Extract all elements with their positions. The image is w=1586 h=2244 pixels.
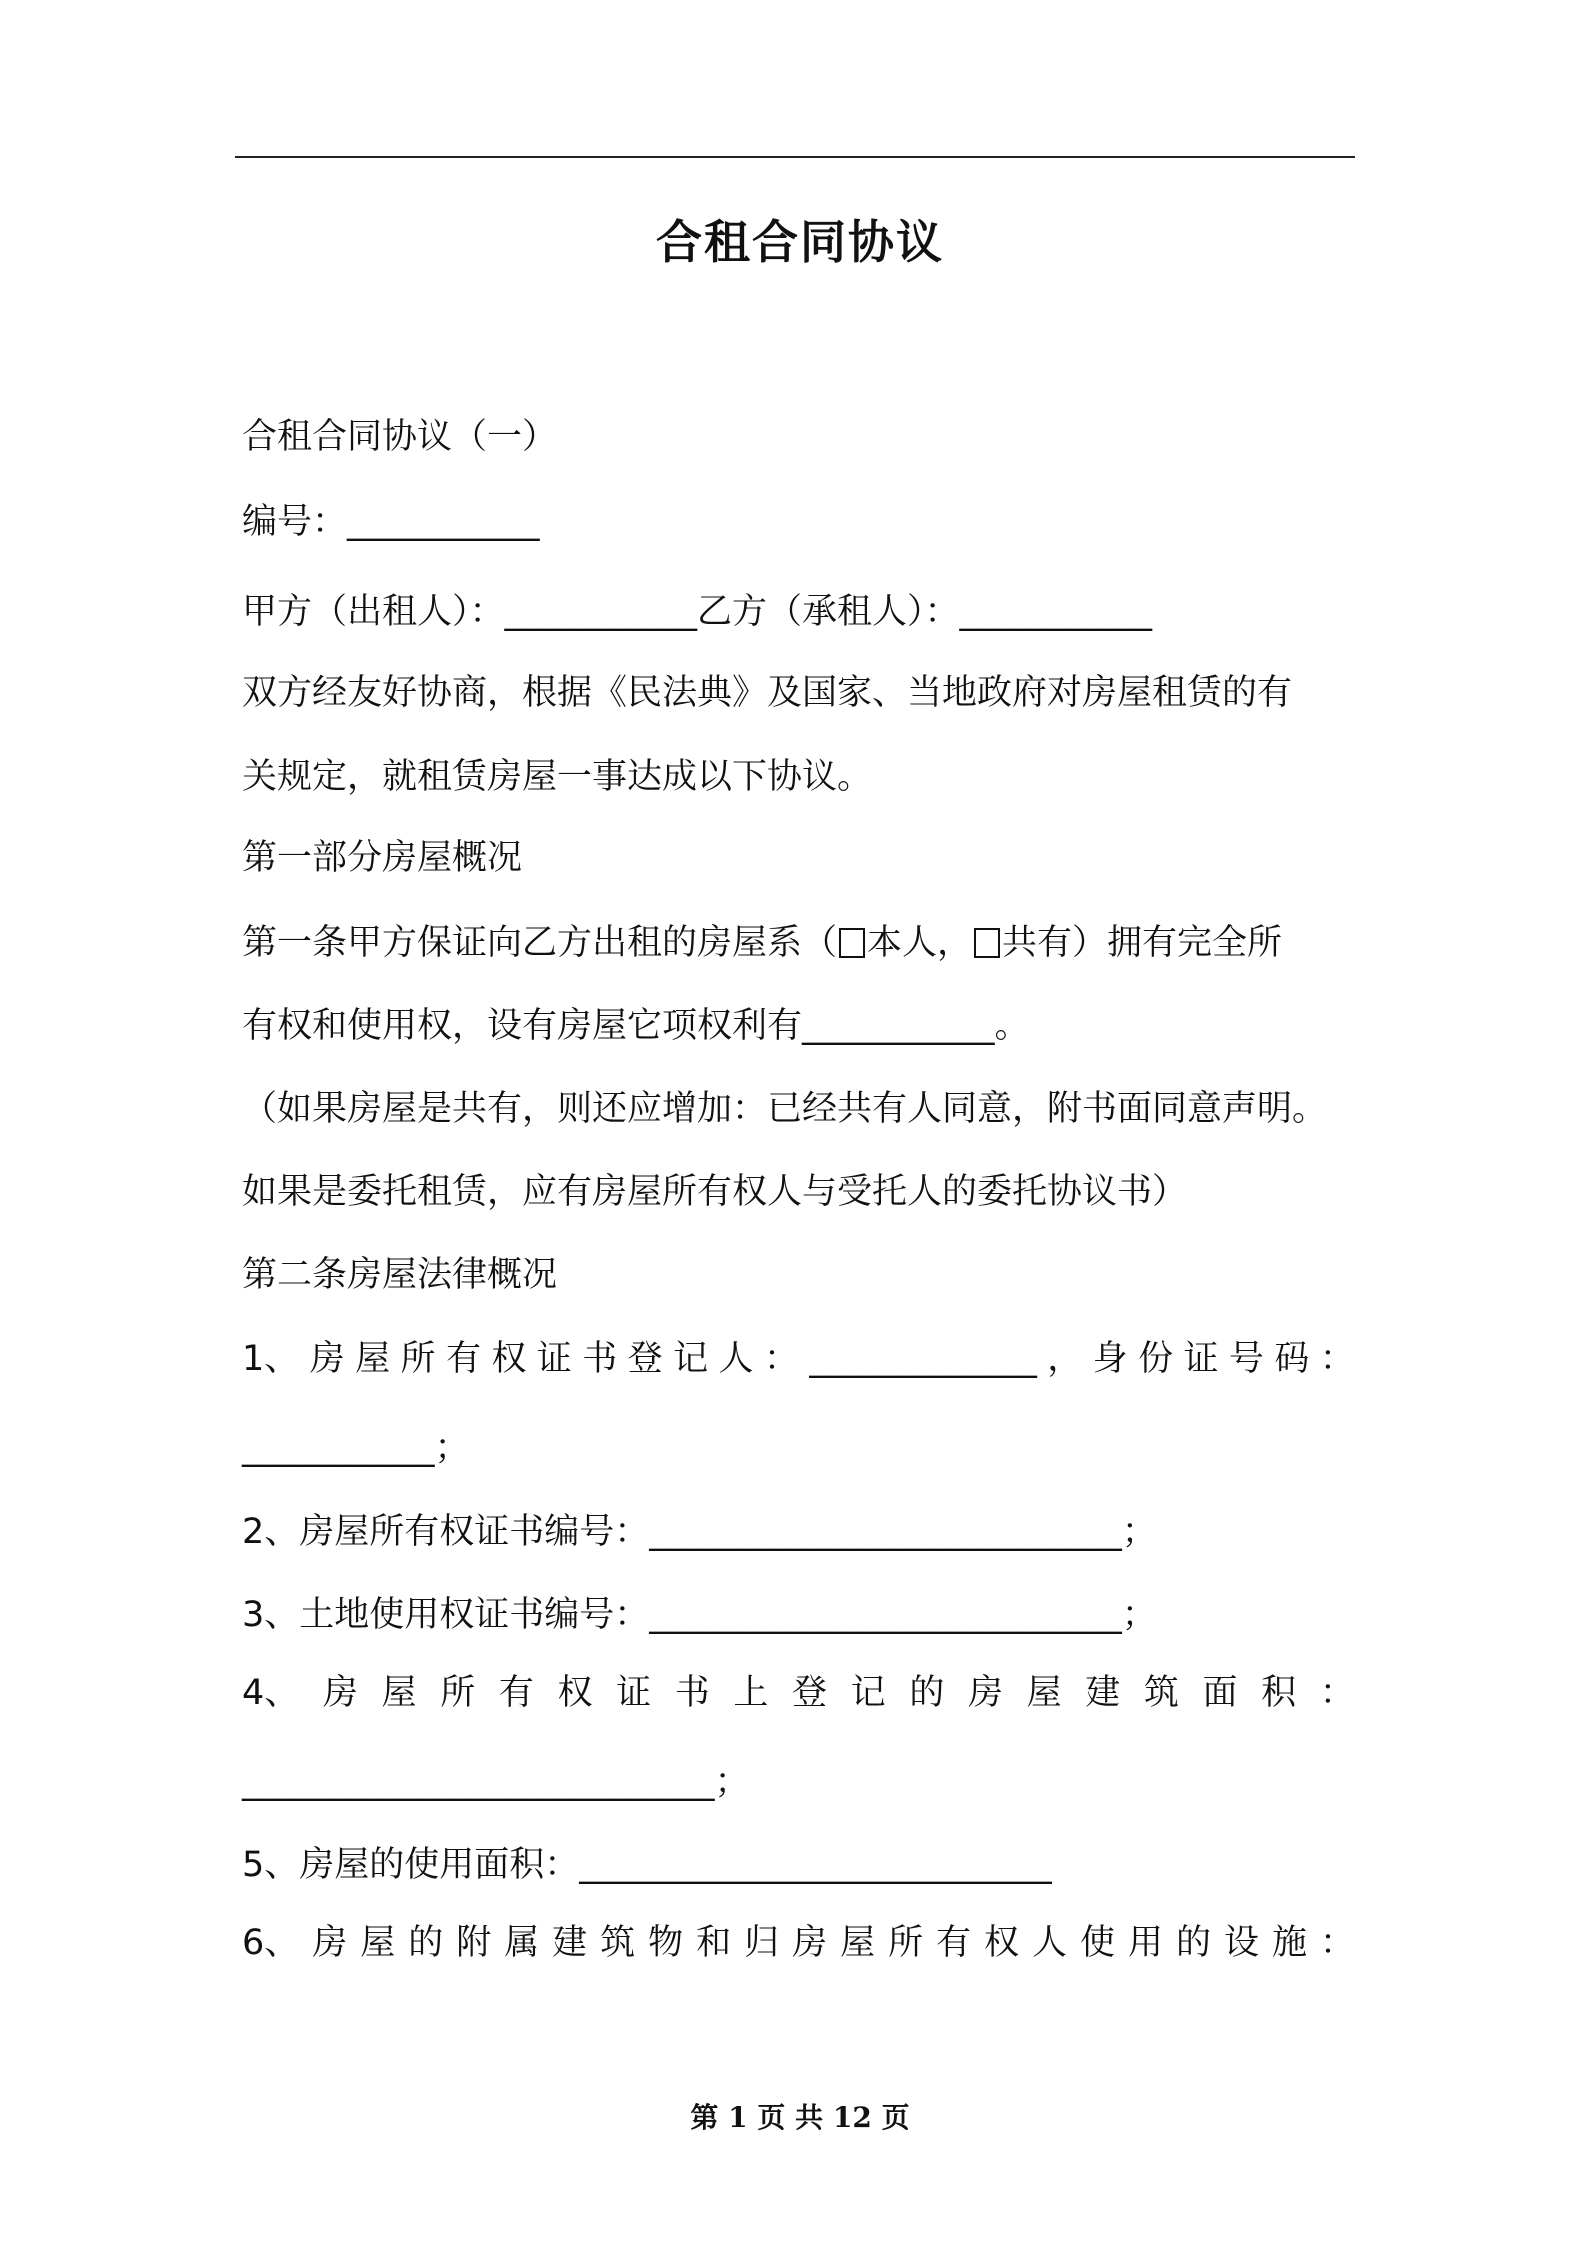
justified-segment: 用 xyxy=(1127,1923,1163,1963)
justified-segment: 所 xyxy=(888,1923,924,1963)
parties-line: 甲方（出租人）：___________乙方（承租人）：___________ xyxy=(242,592,1153,632)
justified-segment: 屋 xyxy=(381,1673,417,1713)
justified-segment: 屋 xyxy=(1026,1673,1062,1713)
justified-segment: ， xyxy=(1047,1339,1083,1379)
justified-segment: 屋 xyxy=(360,1923,396,1963)
justified-segment: _____________ xyxy=(809,1339,1037,1379)
justified-segment: 有 xyxy=(445,1339,481,1379)
justified-segment: 属 xyxy=(504,1923,540,1963)
justified-segment: 人 xyxy=(718,1339,754,1379)
justified-segment: 的 xyxy=(408,1923,444,1963)
justified-segment: 权 xyxy=(491,1339,527,1379)
justified-segment: 房 xyxy=(312,1923,348,1963)
justified-segment: 有 xyxy=(936,1923,972,1963)
justified-segment: 人 xyxy=(1032,1923,1068,1963)
item-6-line xyxy=(242,1918,1355,1968)
justified-segment: 房 xyxy=(322,1673,358,1713)
justified-segment: 登 xyxy=(627,1339,663,1379)
justified-segment: 身 xyxy=(1092,1339,1128,1379)
justified-segment: 4、 xyxy=(242,1673,300,1713)
justified-segment: 份 xyxy=(1138,1339,1174,1379)
justified-segment: 建 xyxy=(552,1923,588,1963)
article-two-heading: 第二条房屋法律概况 xyxy=(242,1255,558,1295)
checkbox-shared[interactable] xyxy=(974,928,1000,958)
item-1-continuation: ___________； xyxy=(242,1428,470,1468)
justified-segment: ： xyxy=(1319,1339,1355,1379)
justified-segment: 上 xyxy=(733,1673,769,1713)
item-5-line: 5、房屋的使用面积：___________________________ xyxy=(242,1845,1052,1885)
justified-segment: ： xyxy=(1319,1673,1355,1713)
item-4-continuation: ___________________________； xyxy=(242,1762,750,1802)
justified-segment: 屋 xyxy=(840,1923,876,1963)
justified-segment: 和 xyxy=(696,1923,732,1963)
justified-segment: 权 xyxy=(557,1673,593,1713)
justified-segment: 书 xyxy=(674,1673,710,1713)
option-self-label: 本人， xyxy=(867,923,973,963)
subtitle-line: 合租合同协议（一） xyxy=(242,417,558,457)
preamble-line-2: 关规定，就租赁房屋一事达成以下协议。 xyxy=(242,757,873,797)
justified-segment: 附 xyxy=(456,1923,492,1963)
justified-segment: 设 xyxy=(1223,1923,1259,1963)
note-line-1: （如果房屋是共有，则还应增加：已经共有人同意，附书面同意声明。 xyxy=(242,1089,1328,1129)
justified-segment: 物 xyxy=(648,1923,684,1963)
item-3-line: 3、土地使用权证书编号：___________________________； xyxy=(242,1595,1157,1635)
justified-segment: 权 xyxy=(984,1923,1020,1963)
justified-segment: 证 xyxy=(616,1673,652,1713)
justified-segment: 记 xyxy=(850,1673,886,1713)
justified-segment: 的 xyxy=(1175,1923,1211,1963)
number-line: 编号：___________ xyxy=(242,502,540,542)
justified-segment: ： xyxy=(1319,1923,1355,1963)
justified-segment: 记 xyxy=(673,1339,709,1379)
article-one-text: 第一条甲方保证向乙方出租的房屋系（ xyxy=(242,923,838,963)
part-one-heading: 第一部分房屋概况 xyxy=(242,838,523,878)
justified-segment: 有 xyxy=(498,1673,534,1713)
justified-segment: 归 xyxy=(744,1923,780,1963)
justified-segment: 证 xyxy=(1183,1339,1219,1379)
note-line-2: 如果是委托租赁，应有房屋所有权人与受托人的委托协议书） xyxy=(242,1172,1188,1212)
justified-segment: 房 xyxy=(309,1339,345,1379)
justified-segment: 建 xyxy=(1085,1673,1121,1713)
article-one-line-1 xyxy=(242,918,1282,968)
justified-segment: 房 xyxy=(967,1673,1003,1713)
justified-segment: 屋 xyxy=(355,1339,391,1379)
justified-segment: ： xyxy=(763,1339,799,1379)
option-shared-label: 共有）拥有完全所 xyxy=(1002,923,1283,963)
checkbox-self[interactable] xyxy=(839,928,865,958)
justified-segment: 筑 xyxy=(600,1923,636,1963)
document-title: 合租合同协议 xyxy=(656,215,944,269)
justified-segment: 所 xyxy=(440,1673,476,1713)
justified-segment: 使 xyxy=(1080,1923,1116,1963)
item-1-line xyxy=(242,1334,1355,1384)
preamble-line-1: 双方经友好协商，根据《民法典》及国家、当地政府对房屋租赁的有 xyxy=(242,673,1293,713)
article-one-line-2: 有权和使用权，设有房屋它项权利有___________。 xyxy=(242,1006,1030,1046)
justified-segment: 书 xyxy=(582,1339,618,1379)
header-rule xyxy=(235,156,1355,158)
justified-segment: 码 xyxy=(1274,1339,1310,1379)
justified-segment: 登 xyxy=(792,1673,828,1713)
justified-segment: 施 xyxy=(1271,1923,1307,1963)
justified-segment: 房 xyxy=(792,1923,828,1963)
justified-segment: 筑 xyxy=(1143,1673,1179,1713)
justified-segment: 6、 xyxy=(242,1923,300,1963)
justified-segment: 面 xyxy=(1202,1673,1238,1713)
justified-segment: 的 xyxy=(909,1673,945,1713)
justified-segment: 积 xyxy=(1261,1673,1297,1713)
page-footer: 第 1 页 共 12 页 xyxy=(690,2101,910,2134)
item-2-line: 2、房屋所有权证书编号：___________________________； xyxy=(242,1512,1157,1552)
justified-segment: 号 xyxy=(1228,1339,1264,1379)
item-4-line xyxy=(242,1668,1355,1718)
justified-segment: 所 xyxy=(400,1339,436,1379)
justified-segment: 1、 xyxy=(242,1339,300,1379)
justified-segment: 证 xyxy=(536,1339,572,1379)
